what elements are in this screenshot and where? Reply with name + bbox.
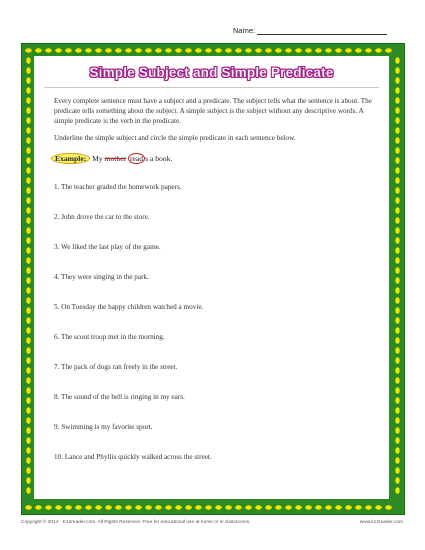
border-dot: [26, 197, 30, 204]
border-dot: [355, 505, 362, 509]
border-dot: [395, 317, 399, 324]
border-dot: [395, 307, 399, 314]
border-dot: [26, 57, 30, 64]
border-dot: [395, 147, 399, 154]
border-dot: [265, 48, 272, 52]
name-label: Name:: [233, 26, 256, 35]
intro-paragraph: Every complete sentence must have a subject and a predicate. The subject tells what the sentence is about. The predicate tells something about the subject. A simple subject is the subject without any descriptive words. A simple predicate is the verb in the predicate.: [54, 97, 372, 125]
border-dot: [395, 127, 399, 134]
border-dot: [195, 48, 202, 52]
border-dot: [395, 337, 399, 344]
border-dot: [395, 197, 399, 204]
border-dot: [25, 505, 32, 509]
border-dot: [26, 367, 30, 374]
border-dot: [135, 48, 142, 52]
border-dot: [395, 437, 399, 444]
border-dot: [26, 257, 30, 264]
border-dot: [395, 107, 399, 114]
sentence-item: 10. Lance and Phyllis quickly walked across the street.: [54, 453, 212, 461]
border-dot: [365, 505, 372, 509]
border-dot: [395, 57, 399, 64]
border-dot: [26, 417, 30, 424]
border-dot: [105, 48, 112, 52]
sentence-item: 3. We liked the last play of the game.: [54, 243, 161, 251]
border-dot: [26, 157, 30, 164]
border-dot: [395, 407, 399, 414]
border-dot: [145, 505, 152, 509]
border-dot: [165, 505, 172, 509]
border-dot: [26, 107, 30, 114]
border-dot: [26, 327, 30, 334]
border-dot: [385, 48, 392, 52]
border-dot: [395, 227, 399, 234]
border-dot: [26, 407, 30, 414]
border-dot: [26, 397, 30, 404]
border-dot: [26, 247, 30, 254]
border-dot: [395, 167, 399, 174]
border-dot: [395, 447, 399, 454]
border-dot: [115, 505, 122, 509]
instructions-paragraph: Underline the simple subject and circle the simple predicate in each sentence below.: [54, 134, 296, 142]
border-dot: [55, 48, 62, 52]
border-dot: [25, 48, 32, 52]
border-dot: [175, 48, 182, 52]
border-dot: [26, 117, 30, 124]
border-dot: [345, 505, 352, 509]
border-dot: [395, 67, 399, 74]
border-dot: [395, 237, 399, 244]
border-dot: [215, 48, 222, 52]
example-subject: mother: [104, 154, 127, 163]
border-dot: [26, 347, 30, 354]
footer-website: www.k12reader.com: [359, 520, 403, 525]
border-dot: [315, 505, 322, 509]
border-dot: [145, 48, 152, 52]
border-dot: [26, 267, 30, 274]
border-dot: [26, 457, 30, 464]
border-dot: [395, 297, 399, 304]
border-dot: [175, 505, 182, 509]
border-dot: [395, 247, 399, 254]
border-dot: [305, 48, 312, 52]
border-dot: [245, 505, 252, 509]
border-dot: [235, 48, 242, 52]
border-dot: [205, 505, 212, 509]
border-dot: [125, 505, 132, 509]
border-dot: [45, 505, 52, 509]
border-dot: [395, 467, 399, 474]
border-dot: [26, 187, 30, 194]
border-dot: [26, 167, 30, 174]
border-dot: [26, 77, 30, 84]
border-dot: [395, 97, 399, 104]
border-dot: [255, 505, 262, 509]
example-text-before: My: [92, 154, 105, 163]
border-dot: [235, 505, 242, 509]
border-dot: [395, 477, 399, 484]
page-title: Simple Subject and Simple Predicate: [89, 65, 334, 80]
border-dot: [165, 48, 172, 52]
border-dot: [125, 48, 132, 52]
border-dot: [105, 505, 112, 509]
border-dot: [325, 48, 332, 52]
border-dot: [385, 505, 392, 509]
sentence-item: 5. On Tuesday the happy children watched a movie.: [54, 303, 204, 311]
border-dot: [295, 48, 302, 52]
border-dot: [26, 177, 30, 184]
border-dot: [26, 357, 30, 364]
border-dot: [185, 505, 192, 509]
border-dot: [26, 387, 30, 394]
border-dot: [245, 48, 252, 52]
border-dot: [135, 505, 142, 509]
border-dot: [395, 387, 399, 394]
border-dot: [395, 377, 399, 384]
border-dot: [395, 117, 399, 124]
border-dot: [395, 347, 399, 354]
border-dot: [26, 67, 30, 74]
border-dot: [26, 207, 30, 214]
border-dot: [375, 505, 382, 509]
worksheet-panel: [34, 56, 389, 499]
border-dot: [95, 48, 102, 52]
border-dot: [355, 48, 362, 52]
sentence-item: 8. The sound of the bell is ringing in my ears.: [54, 393, 185, 401]
border-dot: [395, 427, 399, 434]
border-dot: [65, 505, 72, 509]
border-dot: [85, 48, 92, 52]
border-dot: [285, 48, 292, 52]
border-dot: [26, 477, 30, 484]
border-dot: [75, 48, 82, 52]
border-dot: [26, 447, 30, 454]
example-sentence: [54, 153, 172, 164]
border-dot: [395, 417, 399, 424]
border-dot: [365, 48, 372, 52]
border-dot: [335, 505, 342, 509]
border-dot: [26, 237, 30, 244]
border-dot: [26, 287, 30, 294]
border-dot: [265, 505, 272, 509]
border-dot: [215, 505, 222, 509]
border-dot: [395, 327, 399, 334]
border-dot: [395, 87, 399, 94]
sentence-item: 1. The teacher graded the homework papers.: [54, 183, 182, 191]
border-dot: [26, 427, 30, 434]
border-dot: [75, 505, 82, 509]
border-dot: [26, 297, 30, 304]
sentence-item: 4. They were singing in the park.: [54, 273, 149, 281]
border-dot: [255, 48, 262, 52]
example-predicate: read: [130, 154, 144, 163]
border-dot: [395, 397, 399, 404]
border-dot: [35, 48, 42, 52]
border-dot: [45, 48, 52, 52]
example-text-after: s a book.: [145, 154, 173, 163]
sentence-item: 7. The pack of dogs ran freely in the street.: [54, 363, 178, 371]
border-dot: [395, 277, 399, 284]
border-dot: [305, 505, 312, 509]
border-dot: [395, 137, 399, 144]
border-dot: [285, 505, 292, 509]
border-dot: [26, 317, 30, 324]
example-label: Example:: [51, 153, 90, 164]
sentence-item: 6. The scout troop met in the morning.: [54, 333, 165, 341]
sentence-item: 2. John drove the car to the store.: [54, 213, 150, 221]
border-dot: [155, 505, 162, 509]
border-dot: [26, 467, 30, 474]
border-dot: [395, 187, 399, 194]
border-dot: [26, 87, 30, 94]
border-dot: [395, 457, 399, 464]
border-dot: [55, 505, 62, 509]
border-dot: [205, 48, 212, 52]
border-dot: [65, 48, 72, 52]
border-dot: [26, 277, 30, 284]
sentence-item: 9. Swimming is my favorite sport.: [54, 423, 153, 431]
border-dot: [395, 487, 399, 494]
border-dot: [275, 505, 282, 509]
border-dot: [195, 505, 202, 509]
border-dot: [26, 307, 30, 314]
border-dot: [275, 48, 282, 52]
border-dot: [395, 177, 399, 184]
border-dot: [315, 48, 322, 52]
border-dot: [295, 505, 302, 509]
border-dot: [26, 437, 30, 444]
border-dot: [395, 257, 399, 264]
name-blank-line: [257, 26, 387, 35]
border-dot: [95, 505, 102, 509]
name-field: [233, 26, 387, 35]
border-dot: [395, 267, 399, 274]
border-dot: [35, 505, 42, 509]
border-dot: [26, 127, 30, 134]
border-dot: [26, 487, 30, 494]
border-dot: [395, 207, 399, 214]
border-dot: [26, 337, 30, 344]
border-dot: [26, 137, 30, 144]
border-dot: [335, 48, 342, 52]
border-dot: [395, 357, 399, 364]
border-dot: [395, 157, 399, 164]
border-dot: [225, 505, 232, 509]
border-dot: [115, 48, 122, 52]
border-dot: [225, 48, 232, 52]
border-dot: [345, 48, 352, 52]
border-dot: [26, 147, 30, 154]
border-dot: [395, 367, 399, 374]
footer-copyright: Copyright © 2014 · K12reader.com. All Rights Reserved. Free for educational use at home or in classrooms.: [21, 520, 251, 525]
border-dot: [395, 217, 399, 224]
border-dot: [375, 48, 382, 52]
border-dot: [395, 77, 399, 84]
border-dot: [26, 217, 30, 224]
border-dot: [26, 227, 30, 234]
border-dot: [85, 505, 92, 509]
border-dot: [155, 48, 162, 52]
border-dot: [26, 377, 30, 384]
border-dot: [325, 505, 332, 509]
border-dot: [185, 48, 192, 52]
border-dot: [395, 287, 399, 294]
title-divider: [44, 87, 379, 88]
border-dot: [26, 97, 30, 104]
